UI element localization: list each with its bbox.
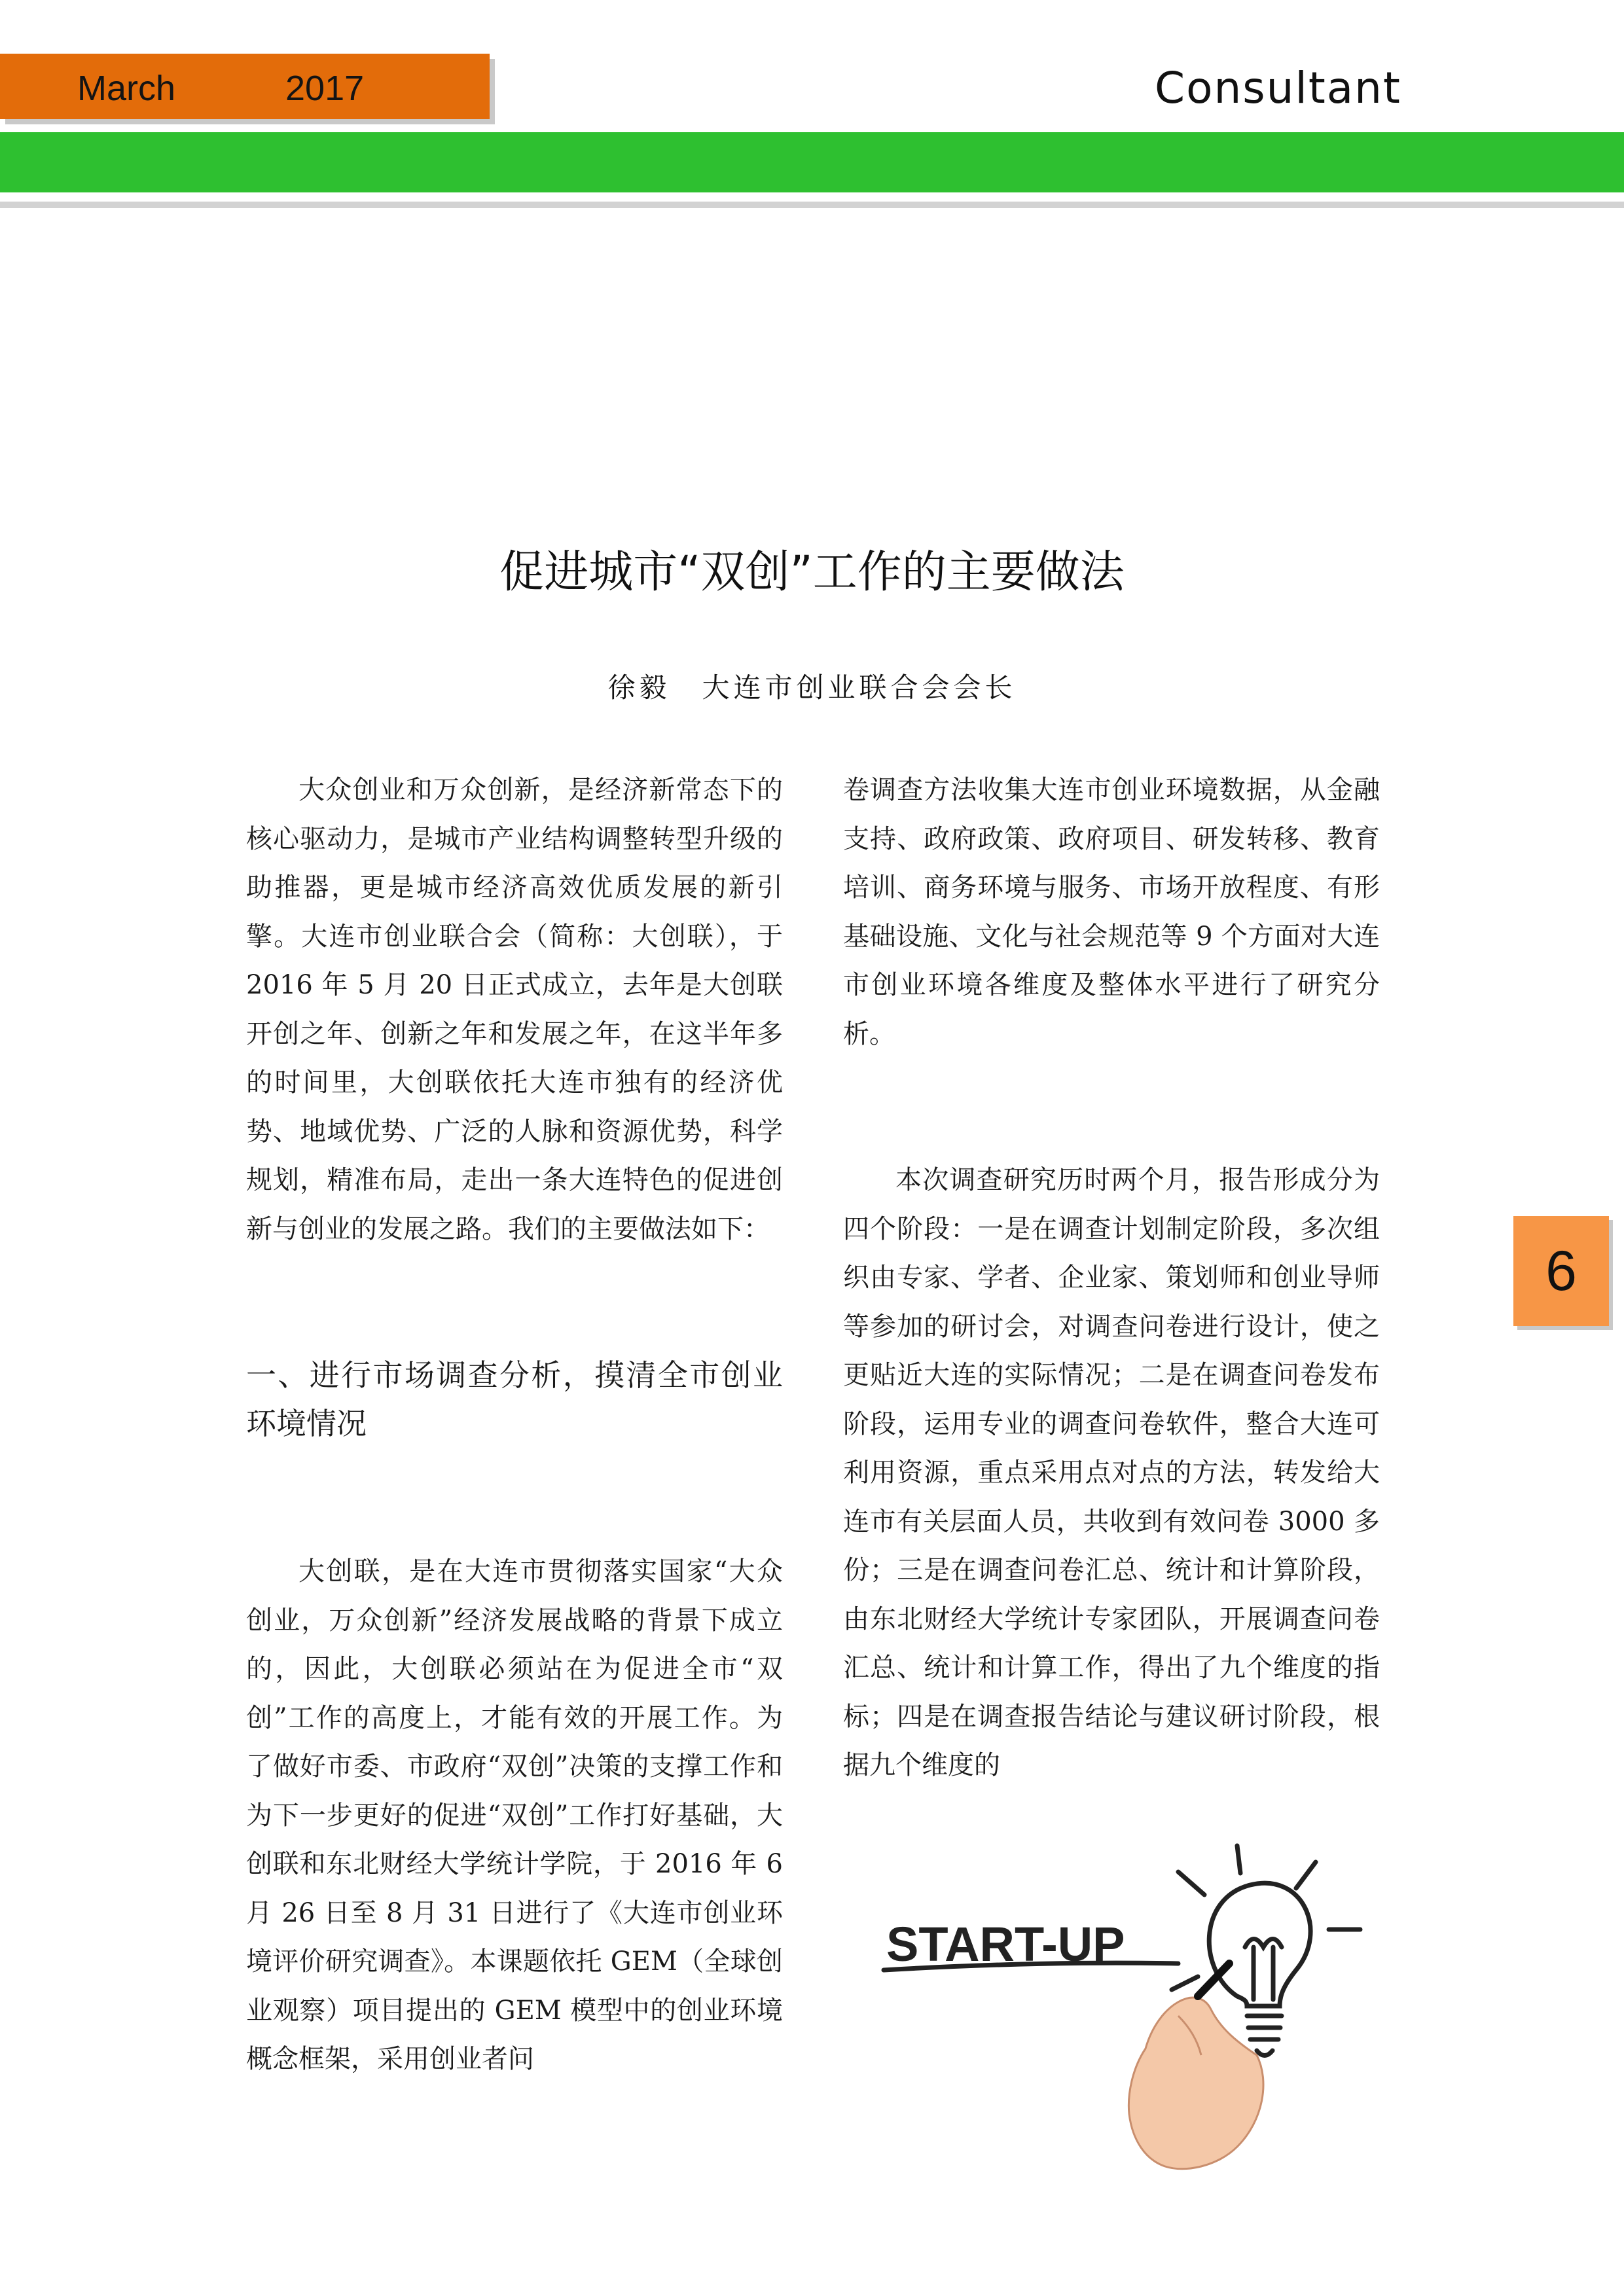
hand-icon (1128, 1964, 1263, 2169)
issue-month: March (77, 69, 176, 108)
right-column-bottom (843, 1156, 1380, 1790)
left-column-bottom (246, 1547, 783, 2084)
startup-illustration-svg (871, 1833, 1394, 2173)
right-paragraph-1: 卷调查方法收集大连市创业环境数据，从金融支持、政府政策、政府项目、研发转移、教育培训、商务环境与服务、市场开放程度、有形基础设施、文化与社会规范等 9 个方面对大连市创业环境各维度及整体水平进行了研究分析。 (843, 775, 1380, 1049)
article-title: 促进城市“双创”工作的主要做法 (499, 547, 1125, 598)
article-author: 徐毅 大连市创业联合会会长 (607, 672, 1017, 704)
header-green-bar (0, 132, 1624, 192)
right-column-top (843, 766, 1380, 1058)
left-column-top (246, 766, 783, 1253)
left-paragraph-1: 大众创业和万众创新，是经济新常态下的核心驱动力，是城市产业结构调整转型升级的助推器，更是城市经济高效优质发展的新引擎。大连市创业联合会（简称：大创联），于 2016 年 5 月 20 日正式成立，去年是大创联开创之年、创新之年和发展之年，在这半年多的时间里，大创联依托大连市独有的经济优势、地域优势、广泛的人脉和资源优势，科学规划，精准布局，走出一条大连特色的促进创新与创业的发展之路。我们的主要做法如下： (246, 775, 783, 1244)
date-banner (0, 54, 490, 119)
issue-year: 2017 (285, 69, 365, 108)
publication-name: Consultant (1155, 63, 1401, 113)
section-heading: 一、进行市场调查分析，摸清全市创业环境情况 (246, 1357, 783, 1441)
header-divider (0, 202, 1624, 208)
left-paragraph-2: 大创联，是在大连市贯彻落实国家“大众创业，万众创新”经济发展战略的背景下成立的，因此，大创联必须站在为促进全市“双创”工作的高度上，才能有效的开展工作。为了做好市委、市政府“双创”决策的支撑工作和为下一步更好的促进“双创”工作打好基础，大创联和东北财经大学统计学院，于 2016 年 6 月 26 日至 8 月 31 日进行了《大连市创业环境评价研究调查》。本课题依托 GEM（全球创业观察）项目提出的 GEM 模型中的创业环境概念框架，采用创业者问 (246, 1556, 783, 2074)
startup-illustration (871, 1833, 1394, 2173)
illustration-text: START-UP (886, 1917, 1125, 1971)
right-paragraph-2: 本次调查研究历时两个月，报告形成分为四个阶段：一是在调查计划制定阶段，多次组织由专家、学者、企业家、策划师和创业导师等参加的研讨会，对调查问卷进行设计，使之更贴近大连的实际情况；二是在调查问卷发布阶段，运用专业的调查问卷软件，整合大连可利用资源，重点采用点对点的方法，转发给大连市有关层面人员，共收到有效问卷 3000 多份；三是在调查问卷汇总、统计和计算阶段，由东北财经大学统计专家团队，开展调查问卷汇总、统计和计算工作，得出了九个维度的指标；四是在调查报告结论与建议研讨阶段，根据九个维度的 (843, 1165, 1380, 1780)
page-number: 6 (1513, 1216, 1609, 1326)
